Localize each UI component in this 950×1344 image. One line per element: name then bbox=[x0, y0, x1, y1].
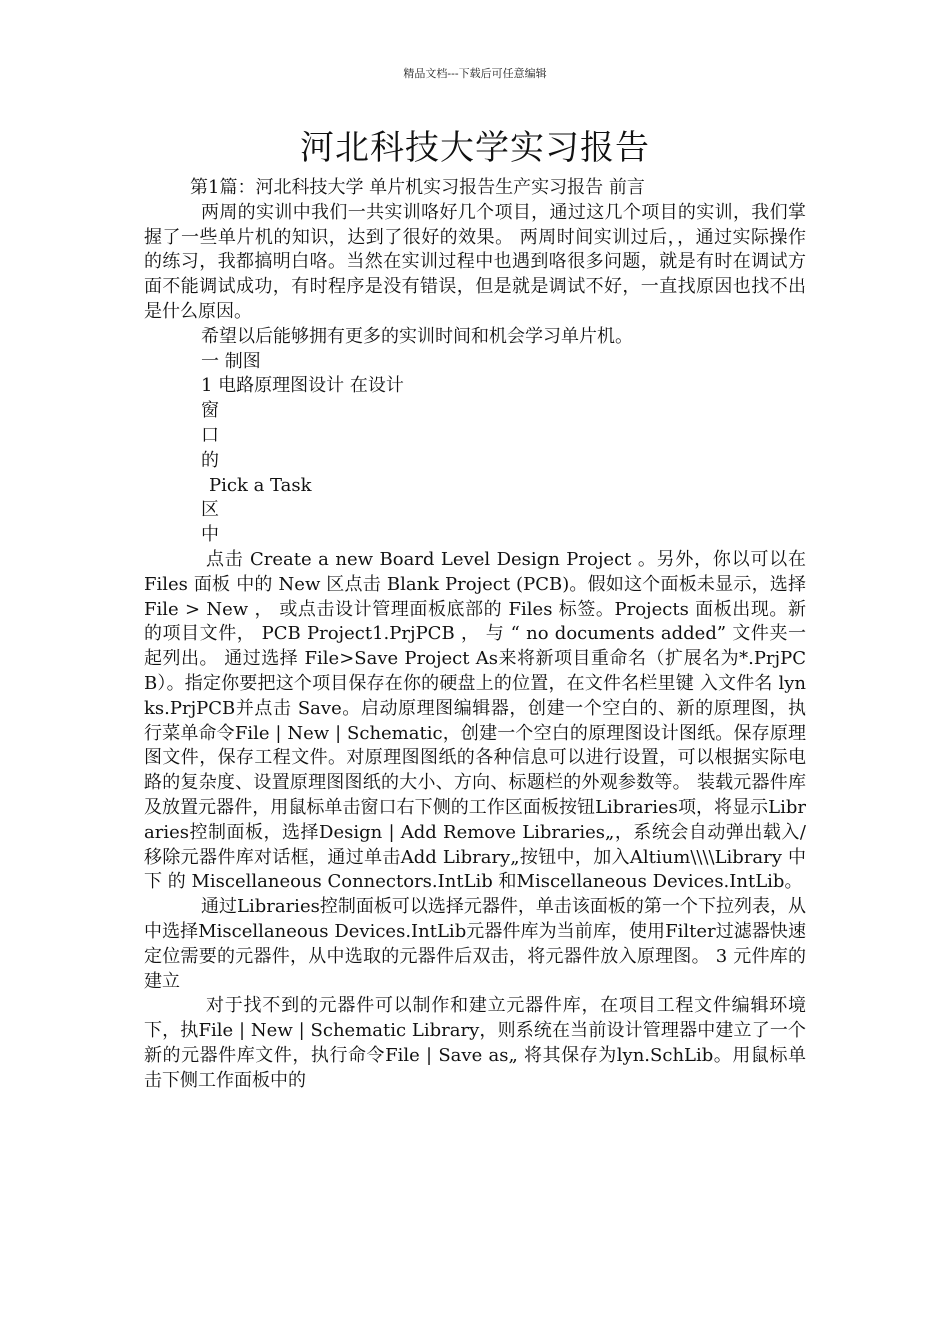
paragraph-component-library: 对于找不到的元器件可以制作和建立元器件库，在项目工程文件编辑环境下，执File | New | Schematic Library，则系统在当前设计管理器中建立了一个新的元器件库文件，执行命令File | Save as„ 将其保存为lyn.SchLib。用鼠标单击下侧工作面板中的 bbox=[144, 995, 806, 1091]
document-subtitle: 第1篇：河北科技大学 单片机实习报告生产实习报告 前言 bbox=[190, 177, 645, 198]
vertical-text-char: 窗 bbox=[201, 400, 219, 422]
section-heading-schematic: 1 电路原理图设计 在设计 bbox=[201, 375, 404, 397]
vertical-text-char: 口 bbox=[201, 424, 219, 446]
vertical-text-char: 的 bbox=[201, 449, 219, 471]
paragraph-libraries: 通过Libraries控制面板可以选择元器件，单击该面板的第一个下拉列表，从中选择Miscellaneous Devices.IntLib元器件库为当前库，使用Filter过滤器快速定位需要的元器件，从中选取的元器件后双击，将元器件放入原理图。 3 元件库的建立 bbox=[144, 896, 806, 992]
paragraph-intro: 两周的实训中我们一共实训咯好几个项目，通过这几个项目的实训，我们掌握了一些单片机的知识，达到了很好的效果。 两周时间实训过后，，通过实际操作的练习，我都搞明白咯。当然在实训过程中也遇到咯很多问题，就是有时在调试方面不能调试成功，有时程序是没有错误，但是就是调试不好，一直找原因也找不出是什么原因。 bbox=[144, 201, 806, 322]
document-title: 河北科技大学实习报告 bbox=[300, 128, 650, 168]
vertical-text-char: 区 bbox=[201, 499, 219, 521]
page-header: 精品文档---下载后可任意编辑 bbox=[403, 67, 547, 80]
section-heading-drawing: 一 制图 bbox=[201, 350, 261, 372]
pick-a-task-label: Pick a Task bbox=[209, 474, 312, 496]
vertical-text-char: 中 bbox=[201, 524, 219, 546]
paragraph-project-setup: 点击 Create a new Board Level Design Project 。另外，你以可以在 Files 面板 中的 New 区点击 Blank Project (PCB)。假如这个面板未显示，选择 File > New ， 或点击设计管理面板底部的 Files 标签。Projects 面板出现。新的项目文件， PCB Project1.PrjPCB ， 与 “ no documents added” 文件夹一起列出。 通过选择 File>Save Project As来将新项目重命名（扩展名为*.PrjPCB）。指定你要把这个项目保存在你的硬盘上的位置，在文件名栏里键 入文件名 lynks.PrjPCB并点击 Save。启动原理图编辑器，创建一个空白的、新的原理图，执行菜单命令File | New | Schematic，创建一个空白的原理图设计图纸。保存原理图文件，保存工程文件。对原理图图纸的各种信息可以进行设置，可以根据实际电路的复杂度、设置原理图图纸的大小、方向、标题栏的外观参数等。 装载元器件库及放置元器件，用鼠标单击窗口右下侧的工作区面板按钮Libraries项，将显示Libraries控制面板，选择Design | Add Remove Libraries„，系统会自动弹出载入/移除元器件库对话框，通过单击Add Library„按钮中，加入Altium\\\\Library 中 下 的 Miscellaneous Connectors.IntLib 和Miscellaneous Devices.IntLib。 bbox=[144, 548, 806, 893]
document-body bbox=[144, 176, 806, 1093]
paragraph-hope: 希望以后能够拥有更多的实训时间和机会学习单片机。 bbox=[201, 325, 633, 347]
